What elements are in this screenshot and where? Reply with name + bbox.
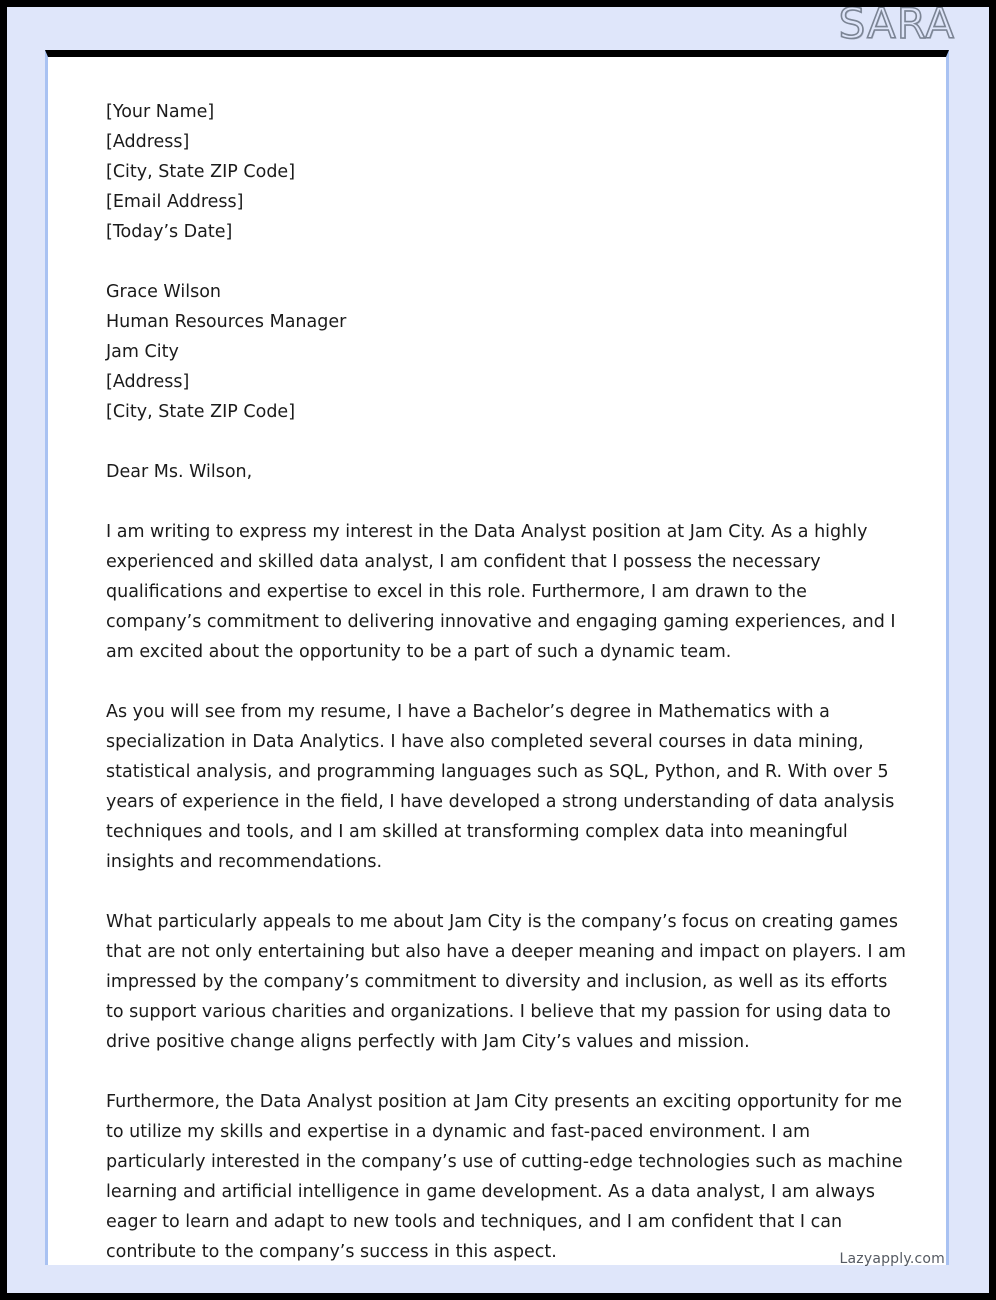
recipient-address-block: [106, 277, 906, 427]
sender-line: [Your Name]: [106, 102, 215, 122]
sara-logo: SARA: [838, 7, 955, 48]
recipient-line: Jam City: [106, 342, 179, 362]
salutation: Dear Ms. Wilson,: [106, 462, 253, 482]
letter-paragraph: Furthermore, the Data Analyst position at Jam City presents an exciting opportunity for me to utilize my skills and expertise in a dynamic and fast-paced environment. I am particularly interested in the company’s use of cutting-edge technologies such as machine learning and artificial intelligence in game development. As a data analyst, I am always eager to learn and adapt to new tools and techniques, and I am confident that I can contribute to the company’s success in this aspect.: [106, 1092, 903, 1262]
watermark: Lazyapply.com: [839, 1251, 945, 1267]
spacer: [106, 487, 906, 517]
page-mat: [7, 7, 989, 1293]
recipient-line: [City, State ZIP Code]: [106, 402, 296, 422]
letter-paragraph: What particularly appeals to me about Jam City is the company’s focus on creating games that are not only entertaining but also have a deeper meaning and impact on players. I am impressed by the company’s commitment to diversity and inclusion, as well as its efforts to support various charities and organizations. I believe that my passion for using data to drive positive change aligns perfectly with Jam City’s values and mission.: [106, 912, 906, 1052]
recipient-line: [Address]: [106, 372, 190, 392]
letter-body: [48, 57, 946, 1265]
spacer: [106, 427, 906, 457]
sender-line: [Address]: [106, 132, 190, 152]
spacer: [106, 247, 906, 277]
logo-bar: [7, 7, 989, 51]
recipient-line: Grace Wilson: [106, 282, 221, 302]
recipient-line: Human Resources Manager: [106, 312, 347, 332]
sender-line: [City, State ZIP Code]: [106, 162, 296, 182]
letter-paragraph: As you will see from my resume, I have a Bachelor’s degree in Mathematics with a specialization in Data Analytics. I have also completed several courses in data mining, statistical analysis, and programming languages such as SQL, Python, and R. With over 5 years of experience in the field, I have developed a strong understanding of data analysis techniques and tools, and I am skilled at transforming complex data into meaningful insights and recommendations.: [106, 702, 895, 872]
letter-document: [45, 50, 949, 1265]
sender-line: [Email Address]: [106, 192, 244, 212]
letter-paragraph: I am writing to express my interest in the Data Analyst position at Jam City. As a highly experienced and skilled data analyst, I am confident that I possess the necessary qualifications and expertise to excel in this role. Furthermore, I am drawn to the company’s commitment to delivering innovative and engaging gaming experiences, and I am excited about the opportunity to be a part of such a dynamic team.: [106, 522, 896, 662]
sender-address-block: [106, 97, 906, 247]
sender-line: [Today’s Date]: [106, 222, 233, 242]
